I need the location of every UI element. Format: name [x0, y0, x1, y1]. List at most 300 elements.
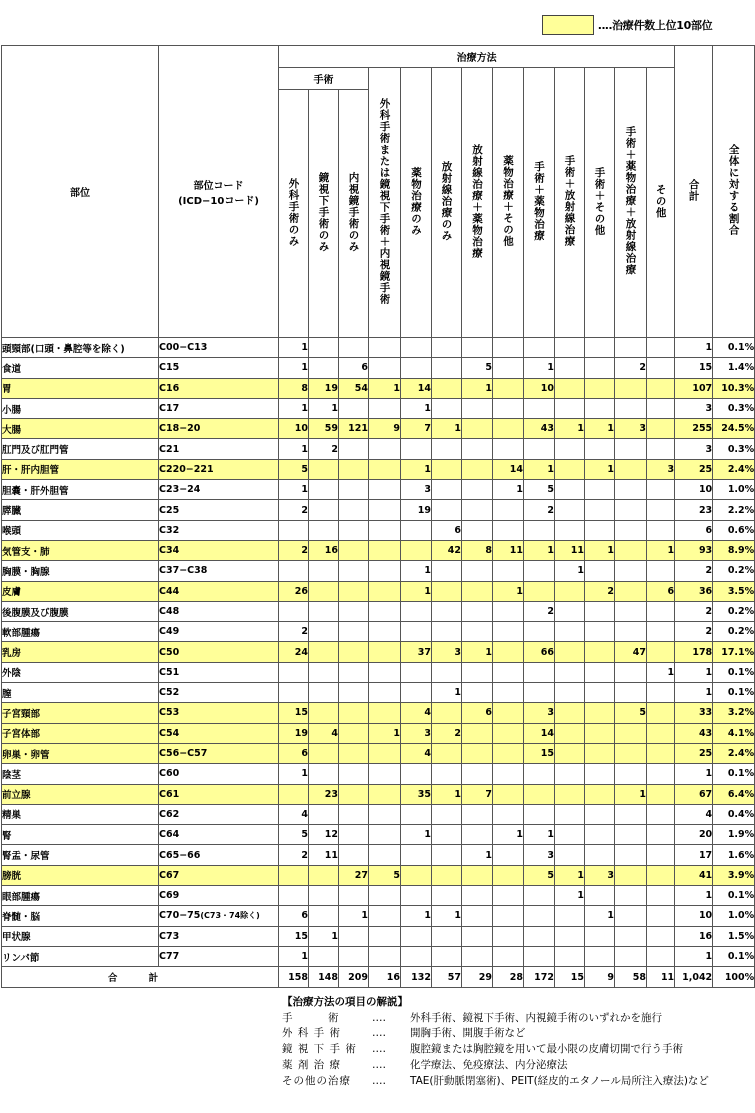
- value-cell: 2.2%: [713, 500, 755, 520]
- value-cell: [493, 520, 524, 540]
- value-cell: 1: [279, 480, 309, 500]
- table-row: [2, 743, 755, 763]
- code-cell: C44: [159, 581, 279, 601]
- code-cell: C23−24: [159, 480, 279, 500]
- value-cell: 3: [615, 419, 647, 439]
- value-cell: 1: [675, 662, 713, 682]
- note-term: 薬 剤 治 療: [282, 1058, 342, 1071]
- value-cell: [339, 825, 369, 845]
- note-term: 鏡 視 下 手 術: [282, 1043, 357, 1056]
- value-cell: 3: [524, 703, 555, 723]
- value-cell: 3: [675, 398, 713, 418]
- note-desc: 腹腔鏡または胸腔鏡を用いて最小限の皮膚切開で行う手術: [410, 1043, 683, 1056]
- value-cell: 5: [462, 358, 493, 378]
- value-cell: 10: [524, 378, 555, 398]
- value-cell: [309, 480, 339, 500]
- table-row: [2, 926, 755, 946]
- value-cell: [647, 439, 675, 459]
- table-row: [2, 480, 755, 500]
- value-cell: [493, 622, 524, 642]
- value-cell: [462, 865, 493, 885]
- value-cell: 1: [279, 358, 309, 378]
- value-cell: 54: [339, 378, 369, 398]
- value-cell: 1: [432, 784, 462, 804]
- value-cell: [647, 865, 675, 885]
- value-cell: [279, 865, 309, 885]
- value-cell: [585, 358, 615, 378]
- value-cell: 1: [369, 723, 401, 743]
- value-cell: [401, 439, 432, 459]
- value-cell: 2: [615, 358, 647, 378]
- value-cell: 11: [555, 540, 585, 560]
- value-cell: [647, 946, 675, 966]
- total-cell: 11: [647, 967, 675, 988]
- value-cell: [615, 723, 647, 743]
- value-cell: [524, 683, 555, 703]
- site-cell: 皮膚: [2, 581, 159, 601]
- value-cell: [462, 581, 493, 601]
- value-cell: 2: [524, 601, 555, 621]
- value-cell: 17.1%: [713, 642, 755, 662]
- value-cell: 1: [279, 338, 309, 358]
- value-cell: [432, 459, 462, 479]
- site-cell: 精巣: [2, 804, 159, 824]
- value-cell: [401, 622, 432, 642]
- note-term: 手 術: [282, 1011, 340, 1024]
- value-cell: 1.4%: [713, 358, 755, 378]
- value-cell: [462, 480, 493, 500]
- value-cell: [369, 561, 401, 581]
- site-cell: 眼部腫瘍: [2, 886, 159, 906]
- value-cell: [585, 683, 615, 703]
- value-cell: 11: [493, 540, 524, 560]
- value-cell: [339, 804, 369, 824]
- value-cell: [493, 845, 524, 865]
- total-cell: 132: [401, 967, 432, 988]
- table-row: [2, 459, 755, 479]
- value-cell: [615, 581, 647, 601]
- table-row: [2, 825, 755, 845]
- code-cell: C18−20: [159, 419, 279, 439]
- value-cell: [555, 764, 585, 784]
- value-cell: [524, 662, 555, 682]
- value-cell: 1: [675, 886, 713, 906]
- value-cell: [493, 703, 524, 723]
- value-cell: [647, 764, 675, 784]
- value-cell: [462, 459, 493, 479]
- code-cell: C16: [159, 378, 279, 398]
- header-code: 部位コード (ICD−10コード): [159, 46, 279, 338]
- value-cell: [339, 662, 369, 682]
- value-cell: [615, 886, 647, 906]
- value-cell: 10.3%: [713, 378, 755, 398]
- value-cell: [462, 825, 493, 845]
- value-cell: [555, 520, 585, 540]
- value-cell: [401, 946, 432, 966]
- site-cell: 後腹膜及び腹膜: [2, 601, 159, 621]
- value-cell: 1: [279, 946, 309, 966]
- value-cell: [524, 439, 555, 459]
- value-cell: [339, 581, 369, 601]
- value-cell: [493, 561, 524, 581]
- value-cell: [555, 784, 585, 804]
- table-row: [2, 764, 755, 784]
- note-term: その他の治療: [282, 1074, 351, 1087]
- value-cell: [647, 906, 675, 926]
- value-cell: 3: [401, 480, 432, 500]
- value-cell: [369, 683, 401, 703]
- table-row: [2, 784, 755, 804]
- value-cell: 0.2%: [713, 622, 755, 642]
- value-cell: [615, 520, 647, 540]
- value-cell: [432, 926, 462, 946]
- total-cell: 15: [555, 967, 585, 988]
- value-cell: [401, 601, 432, 621]
- value-cell: [309, 764, 339, 784]
- value-cell: 19: [401, 500, 432, 520]
- value-cell: [309, 561, 339, 581]
- value-cell: 0.2%: [713, 601, 755, 621]
- value-cell: [401, 926, 432, 946]
- value-cell: [647, 743, 675, 763]
- value-cell: [369, 581, 401, 601]
- value-cell: [309, 703, 339, 723]
- value-cell: [585, 601, 615, 621]
- total-cell: 16: [369, 967, 401, 988]
- value-cell: [279, 601, 309, 621]
- note-dots: ‥‥: [372, 1058, 387, 1071]
- value-cell: [432, 662, 462, 682]
- code-cell: C21: [159, 439, 279, 459]
- value-cell: [585, 845, 615, 865]
- value-cell: [339, 520, 369, 540]
- table-row: [2, 500, 755, 520]
- value-cell: [369, 439, 401, 459]
- value-cell: [615, 743, 647, 763]
- code-cell: C60: [159, 764, 279, 784]
- site-cell: 甲状腺: [2, 926, 159, 946]
- code-cell: C48: [159, 601, 279, 621]
- value-cell: 1: [369, 378, 401, 398]
- value-cell: [279, 886, 309, 906]
- code-cell: C62: [159, 804, 279, 824]
- code-cell: C64: [159, 825, 279, 845]
- value-cell: 6: [675, 520, 713, 540]
- value-cell: 1: [339, 906, 369, 926]
- value-cell: 1: [585, 540, 615, 560]
- value-cell: 1: [309, 926, 339, 946]
- value-cell: [462, 926, 493, 946]
- value-cell: 2: [279, 500, 309, 520]
- value-cell: 5: [369, 865, 401, 885]
- value-cell: [462, 520, 493, 540]
- value-cell: 43: [675, 723, 713, 743]
- value-cell: [309, 358, 339, 378]
- code-cell: C54: [159, 723, 279, 743]
- value-cell: [585, 804, 615, 824]
- value-cell: [555, 845, 585, 865]
- value-cell: 1.5%: [713, 926, 755, 946]
- site-cell: 膵臓: [2, 500, 159, 520]
- value-cell: 1: [401, 561, 432, 581]
- value-cell: 1: [524, 540, 555, 560]
- value-cell: [615, 865, 647, 885]
- value-cell: [615, 804, 647, 824]
- site-cell: 食道: [2, 358, 159, 378]
- value-cell: [647, 358, 675, 378]
- note-item: [282, 1074, 709, 1090]
- value-cell: [309, 906, 339, 926]
- value-cell: [462, 419, 493, 439]
- value-cell: [615, 764, 647, 784]
- value-cell: [555, 683, 585, 703]
- value-cell: [585, 764, 615, 784]
- site-cell: 気管支・肺: [2, 540, 159, 560]
- value-cell: [555, 622, 585, 642]
- value-cell: [555, 601, 585, 621]
- value-cell: 10: [675, 906, 713, 926]
- value-cell: [369, 520, 401, 540]
- value-cell: 1: [555, 886, 585, 906]
- value-cell: 4: [279, 804, 309, 824]
- value-cell: 1: [279, 439, 309, 459]
- value-cell: [339, 480, 369, 500]
- value-cell: 23: [675, 500, 713, 520]
- value-cell: 1: [675, 764, 713, 784]
- value-cell: [615, 540, 647, 560]
- value-cell: [524, 804, 555, 824]
- note-dots: ‥‥: [372, 1043, 387, 1056]
- value-cell: 24: [279, 642, 309, 662]
- value-cell: [585, 520, 615, 540]
- value-cell: [401, 845, 432, 865]
- value-cell: [524, 338, 555, 358]
- value-cell: 2: [279, 845, 309, 865]
- value-cell: [369, 764, 401, 784]
- value-cell: [585, 622, 615, 642]
- value-cell: [555, 581, 585, 601]
- value-cell: [369, 804, 401, 824]
- value-cell: [401, 662, 432, 682]
- header-site: 部位: [2, 46, 159, 338]
- table-row: [2, 845, 755, 865]
- table-row: [2, 338, 755, 358]
- value-cell: [493, 642, 524, 662]
- value-cell: [647, 642, 675, 662]
- value-cell: 20: [675, 825, 713, 845]
- value-cell: 1: [585, 419, 615, 439]
- value-cell: 2: [675, 561, 713, 581]
- value-cell: 1: [401, 459, 432, 479]
- value-cell: 5: [279, 825, 309, 845]
- note-dots: ‥‥: [372, 1074, 387, 1087]
- table-row: [2, 581, 755, 601]
- value-cell: [309, 743, 339, 763]
- value-cell: 1: [279, 764, 309, 784]
- value-cell: [647, 804, 675, 824]
- value-cell: [401, 540, 432, 560]
- value-cell: [462, 743, 493, 763]
- value-cell: [493, 764, 524, 784]
- legend: [542, 14, 712, 36]
- site-cell: 胃: [2, 378, 159, 398]
- value-cell: 1: [401, 825, 432, 845]
- value-cell: [309, 865, 339, 885]
- header-radiation-drug: 放射線治療＋薬物治療: [462, 68, 493, 338]
- value-cell: 2: [279, 540, 309, 560]
- value-cell: [647, 683, 675, 703]
- value-cell: 3.9%: [713, 865, 755, 885]
- value-cell: 1: [401, 906, 432, 926]
- header-surgery-drug: 手術＋薬物治療: [524, 68, 555, 338]
- value-cell: 2.4%: [713, 743, 755, 763]
- value-cell: [369, 540, 401, 560]
- value-cell: 1: [493, 581, 524, 601]
- value-cell: [555, 743, 585, 763]
- value-cell: [279, 662, 309, 682]
- value-cell: [585, 946, 615, 966]
- value-cell: [432, 581, 462, 601]
- value-cell: [493, 906, 524, 926]
- note-desc: 化学療法、免疫療法、内分泌療法: [410, 1058, 568, 1071]
- value-cell: [555, 825, 585, 845]
- value-cell: 16: [675, 926, 713, 946]
- value-cell: [369, 845, 401, 865]
- value-cell: 8: [279, 378, 309, 398]
- value-cell: [339, 642, 369, 662]
- value-cell: 107: [675, 378, 713, 398]
- value-cell: [432, 358, 462, 378]
- value-cell: [369, 906, 401, 926]
- value-cell: [493, 723, 524, 743]
- site-cell: 乳房: [2, 642, 159, 662]
- value-cell: [493, 784, 524, 804]
- value-cell: 0.1%: [713, 683, 755, 703]
- value-cell: [309, 601, 339, 621]
- site-cell: 喉頭: [2, 520, 159, 540]
- header-total: 合計: [675, 46, 713, 338]
- value-cell: [401, 886, 432, 906]
- value-cell: 6: [339, 358, 369, 378]
- value-cell: [432, 764, 462, 784]
- value-cell: [432, 601, 462, 621]
- value-cell: 0.2%: [713, 561, 755, 581]
- value-cell: 1: [279, 398, 309, 418]
- value-cell: [524, 561, 555, 581]
- site-cell: 頭頸部(口頭・鼻腔等を除く): [2, 338, 159, 358]
- header-ratio: 全体に対する割合: [713, 46, 755, 338]
- treatment-table: [1, 45, 755, 988]
- value-cell: 3: [675, 439, 713, 459]
- value-cell: 255: [675, 419, 713, 439]
- code-cell: C34: [159, 540, 279, 560]
- code-cell: C49: [159, 622, 279, 642]
- value-cell: 8.9%: [713, 540, 755, 560]
- value-cell: [309, 622, 339, 642]
- value-cell: 1.0%: [713, 480, 755, 500]
- value-cell: 15: [675, 358, 713, 378]
- table-row: [2, 886, 755, 906]
- site-cell: 子宮頸部: [2, 703, 159, 723]
- value-cell: [462, 439, 493, 459]
- value-cell: [432, 865, 462, 885]
- value-cell: [339, 622, 369, 642]
- value-cell: [585, 642, 615, 662]
- value-cell: [615, 601, 647, 621]
- value-cell: 37: [401, 642, 432, 662]
- value-cell: [555, 338, 585, 358]
- value-cell: [432, 500, 462, 520]
- value-cell: [493, 338, 524, 358]
- value-cell: [493, 865, 524, 885]
- value-cell: [462, 723, 493, 743]
- value-cell: [615, 398, 647, 418]
- legend-text: ‥‥治療件数上位10部位: [598, 19, 713, 32]
- total-cell: 148: [309, 967, 339, 988]
- code-cell: C56−C57: [159, 743, 279, 763]
- value-cell: 15: [279, 926, 309, 946]
- value-cell: [369, 622, 401, 642]
- value-cell: 7: [401, 419, 432, 439]
- value-cell: 8: [462, 540, 493, 560]
- value-cell: [462, 561, 493, 581]
- value-cell: 25: [675, 743, 713, 763]
- value-cell: 35: [401, 784, 432, 804]
- value-cell: [615, 378, 647, 398]
- value-cell: [585, 703, 615, 723]
- value-cell: 0.1%: [713, 662, 755, 682]
- note-dots: ‥‥: [372, 1011, 387, 1024]
- note-desc: 外科手術、鏡視下手術、内視鏡手術のいずれかを施行: [410, 1011, 662, 1024]
- value-cell: 1.9%: [713, 825, 755, 845]
- value-cell: [401, 683, 432, 703]
- value-cell: [493, 743, 524, 763]
- value-cell: [462, 398, 493, 418]
- value-cell: [585, 439, 615, 459]
- code-cell: C77: [159, 946, 279, 966]
- value-cell: [493, 946, 524, 966]
- value-cell: [432, 804, 462, 824]
- code-cell: C73: [159, 926, 279, 946]
- value-cell: [524, 520, 555, 540]
- code-cell: C61: [159, 784, 279, 804]
- value-cell: [615, 439, 647, 459]
- value-cell: [615, 338, 647, 358]
- code-cell: C65−66: [159, 845, 279, 865]
- value-cell: 33: [675, 703, 713, 723]
- value-cell: [401, 338, 432, 358]
- value-cell: [369, 459, 401, 479]
- value-cell: [647, 520, 675, 540]
- table-row: [2, 540, 755, 560]
- value-cell: [524, 764, 555, 784]
- value-cell: [524, 398, 555, 418]
- value-cell: [615, 946, 647, 966]
- value-cell: 3: [647, 459, 675, 479]
- table-row: [2, 723, 755, 743]
- value-cell: [339, 540, 369, 560]
- value-cell: [401, 865, 432, 885]
- value-cell: [432, 439, 462, 459]
- code-cell: C25: [159, 500, 279, 520]
- value-cell: [309, 683, 339, 703]
- value-cell: [555, 642, 585, 662]
- value-cell: 178: [675, 642, 713, 662]
- value-cell: [339, 764, 369, 784]
- value-cell: 23: [309, 784, 339, 804]
- code-cell: C50: [159, 642, 279, 662]
- header-surgery-radiation: 手術＋放射線治療: [555, 68, 585, 338]
